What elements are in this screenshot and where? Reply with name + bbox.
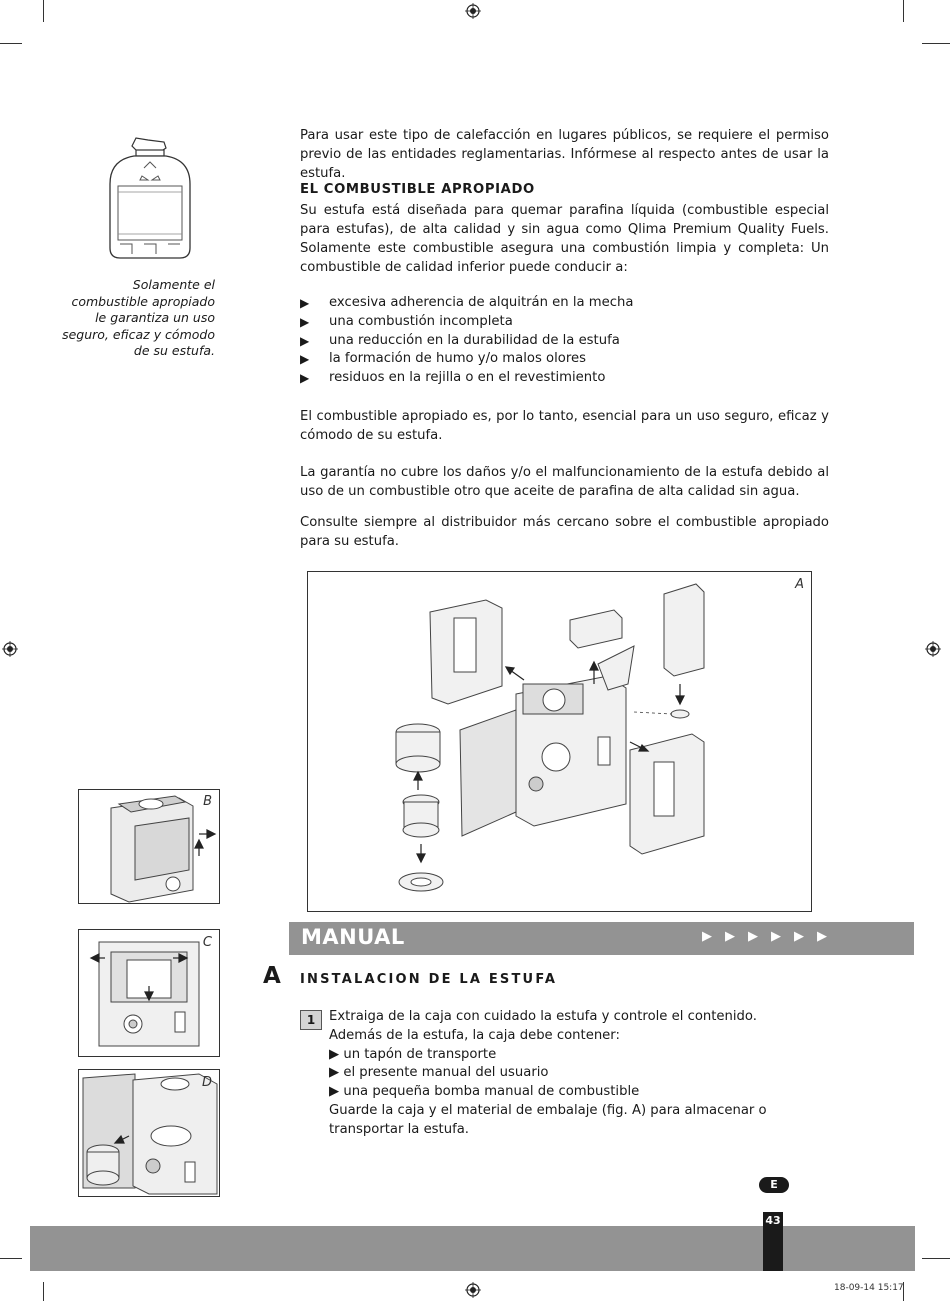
manual-title: MANUAL	[301, 925, 405, 949]
fuel-paragraph: Su estufa está diseñada para quemar parafina líquida (combustible especial para estufas), de alta calidad y sin agua como Qlima Premium Quality Fuels. Solamente este combustible asegura una combustión limpia y completa: Un combustible de calidad inferior puede conducir a:	[300, 203, 829, 275]
step-number-badge: 1	[300, 1010, 322, 1030]
list-item: ▶ una reducción en la durabilidad de la estufa	[300, 332, 829, 351]
section-title: INSTALACION DE LA ESTUFA	[300, 972, 558, 987]
bullet-arrow-icon: ▶	[300, 333, 310, 348]
figure-label: A	[795, 577, 804, 592]
crop-mark	[0, 43, 22, 44]
crop-mark	[903, 0, 904, 22]
registration-mark-icon	[2, 641, 18, 657]
step-line: Extraiga de la caja con cuidado la estufa y controle el contenido.	[329, 1009, 757, 1024]
figure-b	[78, 789, 220, 904]
section-heading: EL COMBUSTIBLE APROPIADO	[300, 182, 535, 197]
fuel-can-illustration	[104, 136, 196, 266]
figure-label: D	[201, 1075, 212, 1090]
registration-mark-icon	[925, 641, 941, 657]
reflector-removal-illustration	[79, 790, 219, 903]
manual-banner	[289, 922, 914, 955]
step-line: Además de la estufa, la caja debe contener:	[329, 1027, 620, 1043]
bullet-arrow-icon: ▶	[300, 296, 310, 310]
language-tab: E	[759, 1177, 789, 1193]
figure-label: C	[202, 935, 212, 950]
crop-mark	[43, 1282, 44, 1301]
print-date: 18-09-14 15:17	[834, 1283, 904, 1293]
figure-label: B	[203, 794, 212, 809]
paragraph-essential: El combustible apropiado es, por lo tanto, esencial para un uso seguro, eficaz y cómodo de su estufa.	[300, 409, 829, 443]
bullet-arrow-icon: ▶	[300, 352, 310, 367]
list-item: ▶ una pequeña bomba manual de combustible	[329, 1084, 640, 1100]
intro-paragraph: Para usar este tipo de calefacción en lugares públicos, se requiere el permiso previo de las entidades reglamentarias. Infórmese al respecto antes de usar la estufa.	[300, 128, 829, 181]
bullet-list	[300, 294, 829, 388]
figure-d	[78, 1069, 220, 1197]
sidebar-caption: Solamente el combustible apropiado le garantiza un uso seguro, eficaz y cómodo de su estufa.	[62, 277, 215, 358]
list-item: ▶ la formación de humo y/o malos olores	[300, 350, 829, 369]
registration-mark-icon	[465, 3, 481, 19]
list-item: ▶ residuos en la rejilla o en el revestimiento	[300, 369, 829, 388]
screw-removal-illustration	[79, 930, 219, 1056]
page-number-tab	[763, 1212, 783, 1271]
step-1-text	[329, 1008, 834, 1140]
crop-mark	[0, 1258, 22, 1259]
figure-a	[307, 571, 812, 912]
section-letter: A	[263, 963, 281, 989]
figure-c	[78, 929, 220, 1057]
paragraph-warranty: La garantía no cubre los daños y/o el malfuncionamiento de la estufa debido al uso de un combustible otro que aceite de parafina de alta calidad sin agua.	[300, 465, 829, 499]
list-item: ▶ un tapón de transporte	[329, 1046, 497, 1062]
bullet-arrow-icon: ▶	[300, 314, 310, 329]
list-item: ▶ el presente manual del usuario	[329, 1065, 549, 1081]
paragraph-consult: Consulte siempre al distribuidor más cercano sobre el combustible apropiado para su estufa.	[300, 515, 829, 549]
crop-mark	[922, 43, 950, 44]
crop-mark	[43, 0, 44, 22]
arrow-row-icon: ▶▶▶▶▶▶	[702, 929, 840, 944]
crop-mark	[922, 1258, 950, 1259]
packaging-exploded-illustration	[308, 572, 811, 911]
list-item: ▶ una combustión incompleta	[300, 313, 829, 332]
page-number: 43	[765, 1214, 781, 1227]
registration-mark-icon	[465, 1282, 481, 1298]
step-line: Guarde la caja y el material de embalaje (fig. A) para almacenar o transportar la estufa.	[329, 1102, 767, 1137]
bullet-arrow-icon: ▶	[300, 371, 310, 386]
burner-removal-illustration	[79, 1070, 219, 1196]
list-item: ▶ excesiva adherencia de alquitrán en la mecha	[300, 294, 829, 313]
